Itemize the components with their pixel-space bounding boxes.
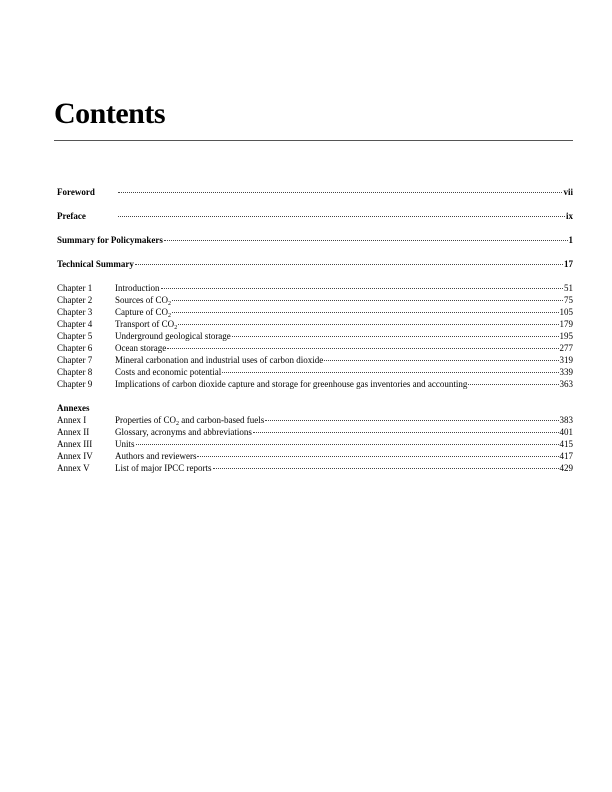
dot-leader xyxy=(118,216,565,217)
dot-leader xyxy=(232,336,559,337)
annex-title-text: Properties of CO xyxy=(115,415,176,425)
dot-leader xyxy=(172,312,559,313)
toc-entry-page: vii xyxy=(563,187,573,197)
toc-entry-chapter-4[interactable] xyxy=(57,318,573,330)
annex-number: Annex V xyxy=(57,463,90,473)
annex-number: Annex III xyxy=(57,439,93,449)
dot-leader xyxy=(118,192,562,193)
subscript: 2 xyxy=(168,313,171,319)
chapter-title-text: Capture of CO xyxy=(115,307,168,317)
annexes-heading: Annexes xyxy=(57,403,90,413)
annex-title: Authors and reviewers xyxy=(115,451,197,461)
chapter-page: 363 xyxy=(559,379,573,389)
chapter-number: Chapter 4 xyxy=(57,319,93,329)
dot-leader xyxy=(468,384,558,385)
chapter-number: Chapter 2 xyxy=(57,295,93,305)
annex-title: Glossary, acronyms and abbreviations xyxy=(115,427,252,437)
toc-entry-label: Technical Summary xyxy=(57,259,134,269)
dot-leader xyxy=(161,288,564,289)
toc-entry-chapter-6[interactable] xyxy=(57,342,573,354)
toc-entry-annex-4[interactable] xyxy=(57,450,573,462)
toc-entry-preface[interactable] xyxy=(57,210,573,222)
chapter-page: 105 xyxy=(559,307,573,317)
annex-title: Units xyxy=(115,439,135,449)
chapter-page: 195 xyxy=(559,331,573,341)
chapter-title-text: Sources of CO xyxy=(115,295,168,305)
toc-entry-annex-3[interactable] xyxy=(57,438,573,450)
toc-entry-annex-5[interactable] xyxy=(57,462,573,474)
chapter-number: Chapter 9 xyxy=(57,379,93,389)
toc-entry-summary-for-policymakers[interactable] xyxy=(57,234,573,246)
chapter-title xyxy=(115,294,171,306)
dot-leader xyxy=(213,468,559,469)
toc-entry-technical-summary[interactable] xyxy=(57,258,573,270)
annex-page: 417 xyxy=(559,451,573,461)
dot-leader xyxy=(178,324,558,325)
toc-entry-label: Foreword xyxy=(57,187,95,197)
toc-entry-chapter-8[interactable] xyxy=(57,366,573,378)
chapter-page: 51 xyxy=(564,283,573,293)
annex-number: Annex I xyxy=(57,415,87,425)
annex-page: 429 xyxy=(559,463,573,473)
chapter-title: Costs and economic potential xyxy=(115,367,222,377)
annex-title-text: and carbon-based fuels xyxy=(179,415,265,425)
toc-entry-page: 1 xyxy=(568,235,573,245)
chapter-number: Chapter 6 xyxy=(57,343,93,353)
annex-page: 415 xyxy=(559,439,573,449)
chapter-title: Introduction xyxy=(115,283,160,293)
dot-leader xyxy=(324,360,558,361)
chapter-title xyxy=(115,318,177,330)
chapter-page: 179 xyxy=(559,319,573,329)
toc-entry-page: ix xyxy=(565,211,573,221)
chapter-title: Underground geological storage xyxy=(115,331,231,341)
toc-entry-chapter-5[interactable] xyxy=(57,330,573,342)
chapter-title: Implications of carbon dioxide capture and storage for greenhouse gas inventories and accounting xyxy=(115,379,468,389)
annex-number: Annex IV xyxy=(57,451,93,461)
annex-title: List of major IPCC reports xyxy=(115,463,212,473)
toc-entry-chapter-1[interactable] xyxy=(57,282,573,294)
page-title: Contents xyxy=(54,97,166,130)
chapter-title xyxy=(115,306,171,318)
dot-leader xyxy=(135,264,563,265)
subscript: 2 xyxy=(168,301,171,307)
toc-entry-chapter-9[interactable] xyxy=(57,378,573,390)
dot-leader xyxy=(222,372,558,373)
chapter-page: 75 xyxy=(564,295,573,305)
toc-entry-chapter-3[interactable] xyxy=(57,306,573,318)
chapter-title: Ocean storage xyxy=(115,343,167,353)
dot-leader xyxy=(172,300,563,301)
annexes-section xyxy=(57,402,573,474)
chapter-number: Chapter 5 xyxy=(57,331,93,341)
chapter-title-text: Transport of CO xyxy=(115,319,175,329)
toc-entry-annex-1[interactable] xyxy=(57,414,573,426)
toc-entry-page: 17 xyxy=(564,259,573,269)
chapter-number: Chapter 7 xyxy=(57,355,93,365)
dot-leader xyxy=(164,240,568,241)
chapters-section xyxy=(57,282,573,390)
chapter-page: 339 xyxy=(559,367,573,377)
toc-entry-chapter-7[interactable] xyxy=(57,354,573,366)
dot-leader xyxy=(197,456,558,457)
toc-entry-chapter-2[interactable] xyxy=(57,294,573,306)
chapter-number: Chapter 8 xyxy=(57,367,93,377)
annex-page: 401 xyxy=(559,427,573,437)
chapter-page: 277 xyxy=(559,343,573,353)
toc-entry-foreword[interactable] xyxy=(57,186,573,198)
toc-entry-annex-2[interactable] xyxy=(57,426,573,438)
dot-leader xyxy=(167,348,558,349)
dot-leader xyxy=(136,444,559,445)
toc-entry-label: Summary for Policymakers xyxy=(57,235,163,245)
annex-title xyxy=(115,414,264,426)
dot-leader xyxy=(265,420,558,421)
dot-leader xyxy=(253,432,559,433)
subscript: 2 xyxy=(174,325,178,331)
toc-entry-label: Preface xyxy=(57,211,86,221)
chapter-number: Chapter 1 xyxy=(57,283,93,293)
chapter-number: Chapter 3 xyxy=(57,307,93,317)
subscript: 2 xyxy=(176,421,179,427)
title-divider xyxy=(54,140,573,141)
front-matter-section xyxy=(57,186,573,270)
annex-number: Annex II xyxy=(57,427,90,437)
chapter-page: 319 xyxy=(559,355,573,365)
chapter-title: Mineral carbonation and industrial uses of carbon dioxide xyxy=(115,355,324,365)
annex-page: 383 xyxy=(559,415,573,425)
